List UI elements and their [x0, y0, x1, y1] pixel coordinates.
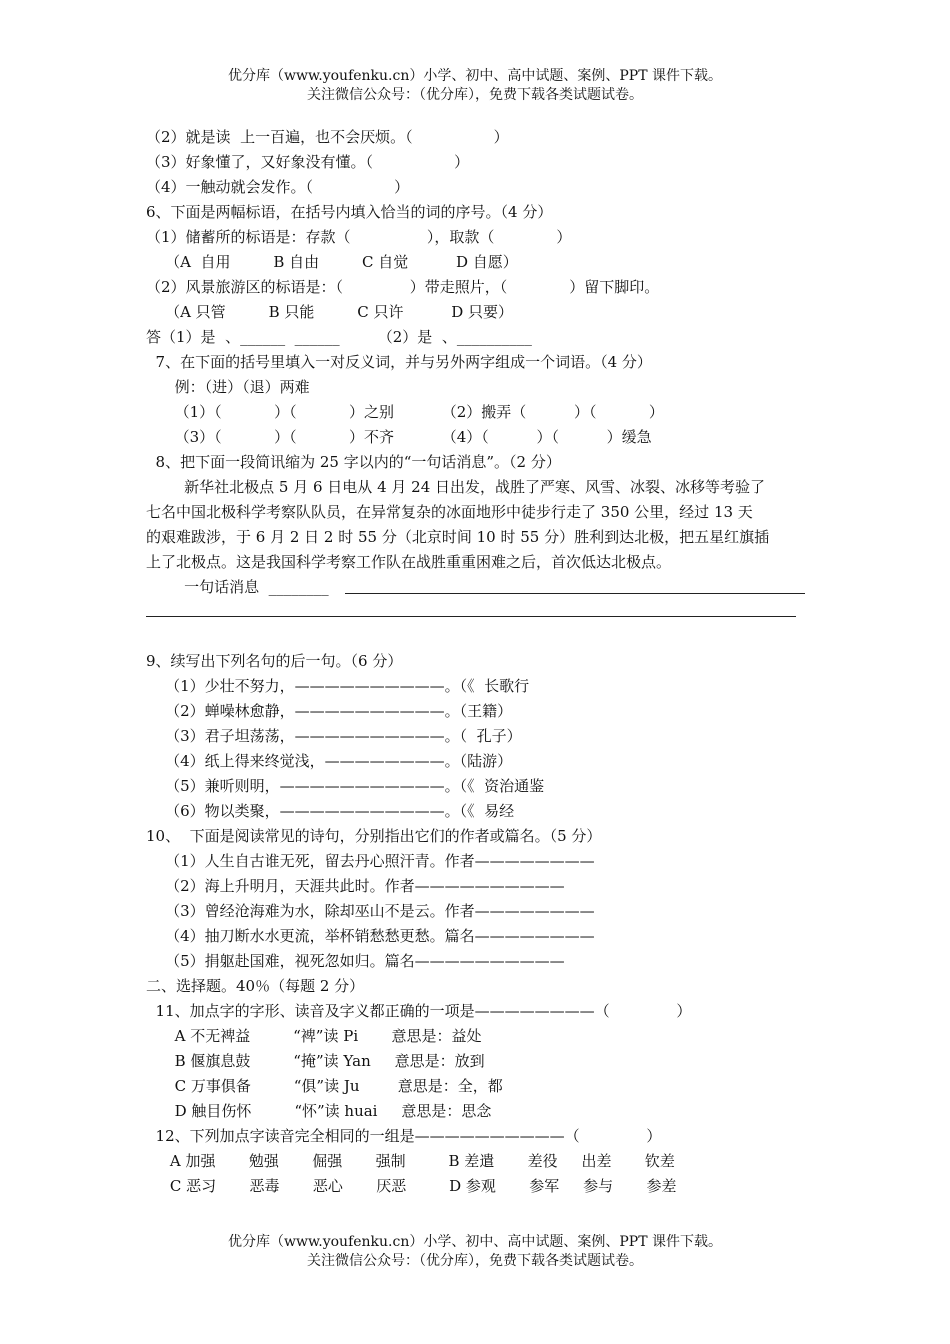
q9-item-5: （5）兼听则明，———————————。（《 资治通鉴 — [146, 777, 545, 795]
q5-item-3: （3）好象懂了，又好象没有懂。（ ） — [146, 153, 470, 171]
q6-item-2-options: （A 只管 B 只能 C 只许 D 只要） — [146, 303, 514, 321]
q7-title: 7、在下面的括号里填入一对反义词，并与另外两字组成一个词语。（4 分） — [146, 353, 652, 371]
q11-title: 11、加点字的字形、读音及字义都正确的一项是————————（ ） — [146, 1002, 692, 1020]
q12-title: 12、下列加点字读音完全相同的一组是——————————（ ） — [146, 1127, 662, 1145]
q9-item-3: （3）君子坦荡荡，——————————。（ 孔子） — [146, 727, 522, 745]
q10-item-2: （2）海上升明月，天涯共此时。作者—————————— — [146, 877, 565, 895]
q5-item-2: （2）就是读 上一百遍，也不会厌烦。（ ） — [146, 128, 509, 146]
q6-title: 6、下面是两幅标语，在括号内填入恰当的词的序号。（4 分） — [146, 203, 553, 221]
page-header-line1: 优分库（www.youfenku.cn）小学、初中、高中试题、案例、PPT 课件下载。 — [227, 68, 722, 84]
q9-item-1: （1）少壮不努力，——————————。（《 长歌行 — [146, 677, 530, 695]
q8-passage-line-4: 上了北极点。这是我国科学考察工作队在战胜重重困难之后，首次低达北极点。 — [146, 553, 672, 571]
q8-passage-line-1: 新华社北极点 5 月 6 日电从 4 月 24 日出发，战胜了严寒、风雪、冰裂、冰移等考验了 — [146, 478, 766, 496]
q6-item-1-options: （A 自用 B 自由 C 自觉 D 自愿） — [146, 253, 518, 271]
q8-answer-line-2 — [146, 616, 796, 617]
q10-item-1: （1）人生自古谁无死，留去丹心照汗青。作者———————— — [146, 852, 595, 870]
q9-item-4: （4）纸上得来终觉浅，————————。（陆游） — [146, 752, 513, 770]
q7-example: 例：（进）（退）两难 — [146, 378, 310, 396]
q8-title: 8、把下面一段简讯缩为 25 字以内的“一句话消息”。（2 分） — [146, 453, 561, 471]
q10-item-4: （4）抽刀断水水更流，举杯销愁愁更愁。篇名———————— — [146, 927, 595, 945]
q6-item-1: （1）储蓄所的标语是：存款（ ），取款（ ） — [146, 228, 572, 246]
q11-option-c: C 万事俱备 “俱”读 Ju 意思是：全，都 — [146, 1077, 503, 1095]
q11-option-a: A 不无裨益 “裨”读 Pi 意思是：益处 — [146, 1027, 482, 1045]
q8-answer-label: 一句话消息 ________ — [146, 578, 329, 596]
q9-item-2: （2）蝉噪林愈静，——————————。（王籍） — [146, 702, 513, 720]
q9-title: 9、续写出下列名句的后一句。（6 分） — [146, 652, 403, 670]
q7-row-1: （1）（ ）（ ）之别 （2）搬弄（ ）（ ） — [146, 403, 664, 421]
q9-item-6: （6）物以类聚，———————————。（《 易经 — [146, 802, 515, 820]
q11-option-b: B 偃旗息鼓 “掩”读 Yan 意思是：放到 — [146, 1052, 485, 1070]
page-header-line2: 关注微信公众号：（优分库），免费下载各类试题试卷。 — [307, 87, 643, 103]
q10-item-5: （5）捐躯赴国难，视死忽如归。篇名—————————— — [146, 952, 565, 970]
q6-item-2: （2）风景旅游区的标语是：（ ）带走照片，（ ）留下脚印。 — [146, 278, 660, 296]
q7-row-2: （3）（ ）（ ）不齐 （4）（ ）（ ）缓急 — [146, 428, 652, 446]
section-2-title: 二、选择题。40％（每题 2 分） — [146, 977, 365, 995]
q11-option-d: D 触目伤怀 “怀”读 huai 意思是：思念 — [146, 1102, 492, 1120]
page-footer-line2: 关注微信公众号：（优分库），免费下载各类试题试卷。 — [307, 1253, 643, 1269]
q6-answer: 答（1）是 、______ ______ （2）是 、__________ — [146, 328, 532, 346]
q10-title: 10、 下面是阅读常见的诗句，分别指出它们的作者或篇名。（5 分） — [146, 827, 602, 845]
q12-options-cd: C 恶习 恶毒 恶心 厌恶 D 参观 参军 参与 参差 — [146, 1177, 677, 1195]
q8-answer-line-1 — [345, 593, 805, 594]
page-footer-line1: 优分库（www.youfenku.cn）小学、初中、高中试题、案例、PPT 课件下载。 — [227, 1234, 722, 1250]
q8-passage-line-3: 的艰难跋涉，于 6 月 2 日 2 时 55 分（北京时间 10 时 55 分）胜利到达北极，把五星红旗插 — [146, 528, 770, 546]
q5-item-4: （4）一触动就会发作。（ ） — [146, 178, 410, 196]
q8-passage-line-2: 七名中国北极科学考察队队员，在异常复杂的冰面地形中徒步行走了 350 公里，经过 13 天 — [146, 503, 753, 521]
q12-options-ab: A 加强 勉强 倔强 强制 B 差遣 差役 出差 钦差 — [146, 1152, 675, 1170]
q10-item-3: （3）曾经沧海难为水，除却巫山不是云。作者———————— — [146, 902, 595, 920]
